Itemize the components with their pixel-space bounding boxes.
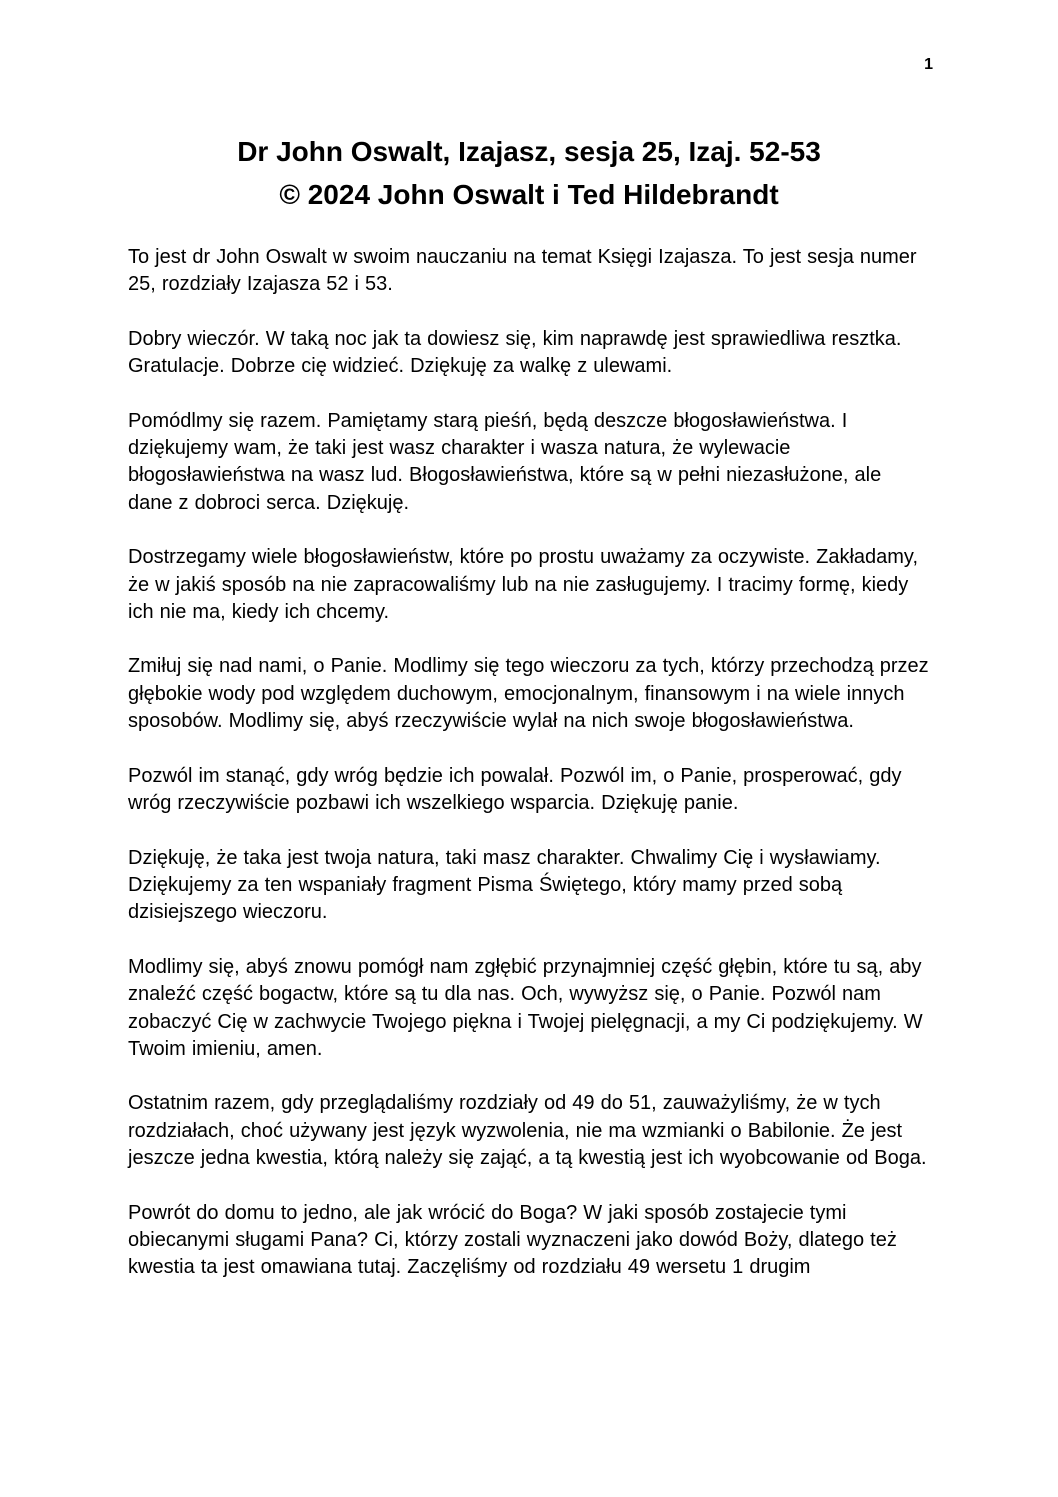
paragraph: Pomódlmy się razem. Pamiętamy starą pieśń, będą deszcze błogosławieństwa. I dziękujemy wam, że taki jest wasz charakter i wasza natura, że wylewacie błogosławieństwa na wasz lud. Błogosławieństwa, które są w pełni niezasłużone, ale dane z dobroci serca. Dziękuję. (128, 409, 882, 514)
paragraph: Zmiłuj się nad nami, o Panie. Modlimy się tego wieczoru za tych, którzy przechodzą przez głębokie wody pod względem duchowym, emocjonalnym, finansowym i na wiele innych sposobów. Modlimy się, abyś rzeczywiście wylał na nich swoje błogosławieństwa. (128, 655, 929, 733)
paragraph: Dziękuję, że taka jest twoja natura, taki masz charakter. Chwalimy Cię i wysławiamy. Dziękujemy za ten wspaniały fragment Pisma Świętego, który mamy przed sobą dzisiejszego wieczoru. (128, 846, 881, 924)
paragraph: Ostatnim razem, gdy przeglądaliśmy rozdziały od 49 do 51, zauważyliśmy, że w tych rozdziałach, choć używany jest język wyzwolenia, nie ma wzmianki o Babilonie. Że jest jeszcze jedna kwestia, którą należy się zająć, a tą kwestią jest ich wyobcowanie od Boga. (128, 1092, 927, 1170)
paragraph: To jest dr John Oswalt w swoim nauczaniu na temat Księgi Izajasza. To jest sesja numer 25, rozdziały Izajasza 52 i 53. (128, 246, 917, 296)
paragraph: Dostrzegamy wiele błogosławieństw, które po prostu uważamy za oczywiste. Zakładamy, że w jakiś sposób na nie zapracowaliśmy lub na nie zasługujemy. I tracimy formę, kiedy ich nie ma, kiedy ich chcemy. (128, 546, 919, 624)
paragraph: Powrót do domu to jedno, ale jak wrócić do Boga? W jaki sposób zostajecie tymi obiecanymi sługami Pana? Ci, którzy zostali wyznaczeni jako dowód Boży, dlatego też kwestia ta jest omawiana tutaj. Zaczęliśmy od rozdziału 49 wersetu 1 drugim (128, 1201, 897, 1279)
copyright-line: © 2024 John Oswalt i Ted Hildebrandt (279, 179, 779, 210)
document-header (0, 130, 1058, 216)
paragraph: Dobry wieczór. W taką noc jak ta dowiesz się, kim naprawdę jest sprawiedliwa resztka. Gratulacje. Dobrze cię widzieć. Dziękuję za walkę z ulewami. (128, 327, 902, 378)
document-body (128, 244, 930, 1282)
paragraph: Modlimy się, abyś znowu pomógł nam zgłębić przynajmniej część głębin, które tu są, aby znaleźć część bogactw, które są tu dla nas. Och, wywyższ się, o Panie. Pozwól nam zobaczyć Cię w zachwycie Twojego piękna i Twojej pielęgnacji, a my Ci podziękujemy. W Twoim imieniu, amen. (128, 955, 923, 1060)
paragraph: Pozwól im stanąć, gdy wróg będzie ich powalał. Pozwól im, o Panie, prosperować, gdy wróg rzeczywiście pozbawi ich wszelkiego wsparcia. Dziękuję panie. (128, 764, 902, 815)
document-title: Dr John Oswalt, Izajasz, sesja 25, Izaj. 52-53 (237, 136, 821, 167)
page-number: 1 (924, 56, 933, 73)
